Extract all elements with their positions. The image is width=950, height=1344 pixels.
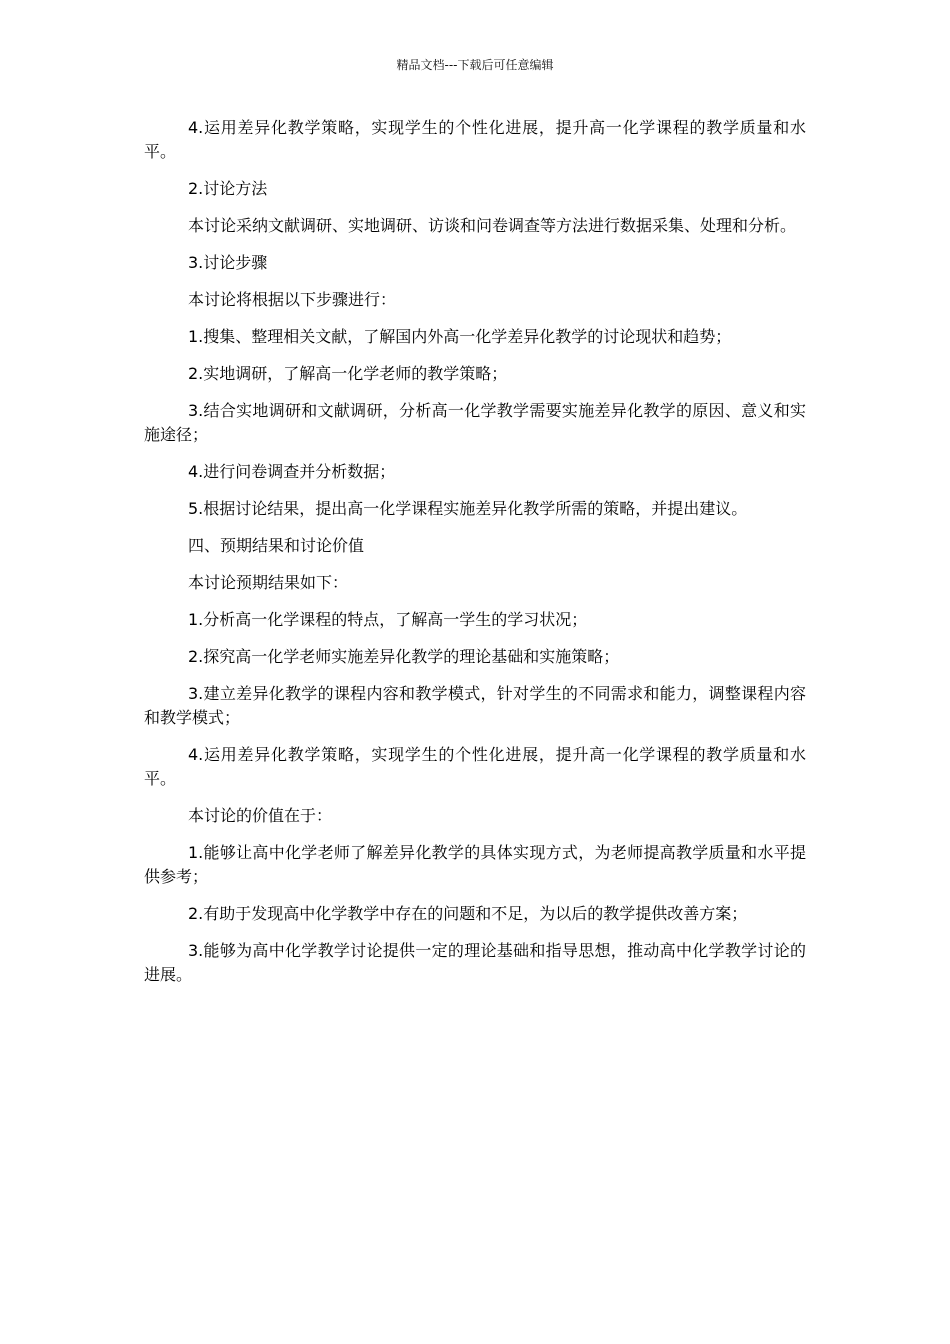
list-item: 4.运用差异化教学策略，实现学生的个性化进展，提升高一化学课程的教学质量和水平。 bbox=[144, 745, 806, 788]
paragraph: 本讨论将根据以下步骤进行： bbox=[188, 290, 397, 309]
list-item: 3.建立差异化教学的课程内容和教学模式，针对学生的不同需求和能力，调整课程内容和教学模式； bbox=[144, 684, 806, 727]
list-item: 5.根据讨论结果，提出高一化学课程实施差异化教学所需的策略，并提出建议。 bbox=[188, 499, 748, 518]
list-item: 4.进行问卷调查并分析数据； bbox=[188, 462, 396, 481]
list-item: 2.有助于发现高中化学教学中存在的问题和不足，为以后的教学提供改善方案； bbox=[188, 904, 748, 923]
list-item: 1.搜集、整理相关文献，了解国内外高一化学差异化教学的讨论现状和趋势； bbox=[188, 327, 732, 346]
list-item: 1.分析高一化学课程的特点，了解高一学生的学习状况； bbox=[188, 610, 588, 629]
paragraph: 本讨论的价值在于： bbox=[188, 806, 333, 825]
list-item: 3.结合实地调研和文献调研，分析高一化学教学需要实施差异化教学的原因、意义和实施途径； bbox=[144, 401, 806, 444]
page-header: 精品文档---下载后可任意编辑 bbox=[396, 58, 554, 72]
paragraph: 本讨论预期结果如下： bbox=[188, 573, 349, 592]
list-item: 3.能够为高中化学教学讨论提供一定的理论基础和指导思想，推动高中化学教学讨论的进展。 bbox=[144, 941, 806, 984]
paragraph: 4.运用差异化教学策略，实现学生的个性化进展，提升高一化学课程的教学质量和水平。 bbox=[144, 118, 806, 161]
paragraph: 本讨论采纳文献调研、实地调研、访谈和问卷调查等方法进行数据采集、处理和分析。 bbox=[188, 216, 797, 235]
section-heading: 3.讨论步骤 bbox=[188, 253, 268, 272]
list-item: 2.探究高一化学老师实施差异化教学的理论基础和实施策略； bbox=[188, 647, 620, 666]
section-heading: 2.讨论方法 bbox=[188, 179, 268, 198]
document-body bbox=[144, 116, 806, 1000]
list-item: 1.能够让高中化学老师了解差异化教学的具体实现方式，为老师提高教学质量和水平提供参考； bbox=[144, 843, 806, 886]
section-heading: 四、预期结果和讨论价值 bbox=[188, 536, 365, 555]
list-item: 2.实地调研，了解高一化学老师的教学策略； bbox=[188, 364, 508, 383]
